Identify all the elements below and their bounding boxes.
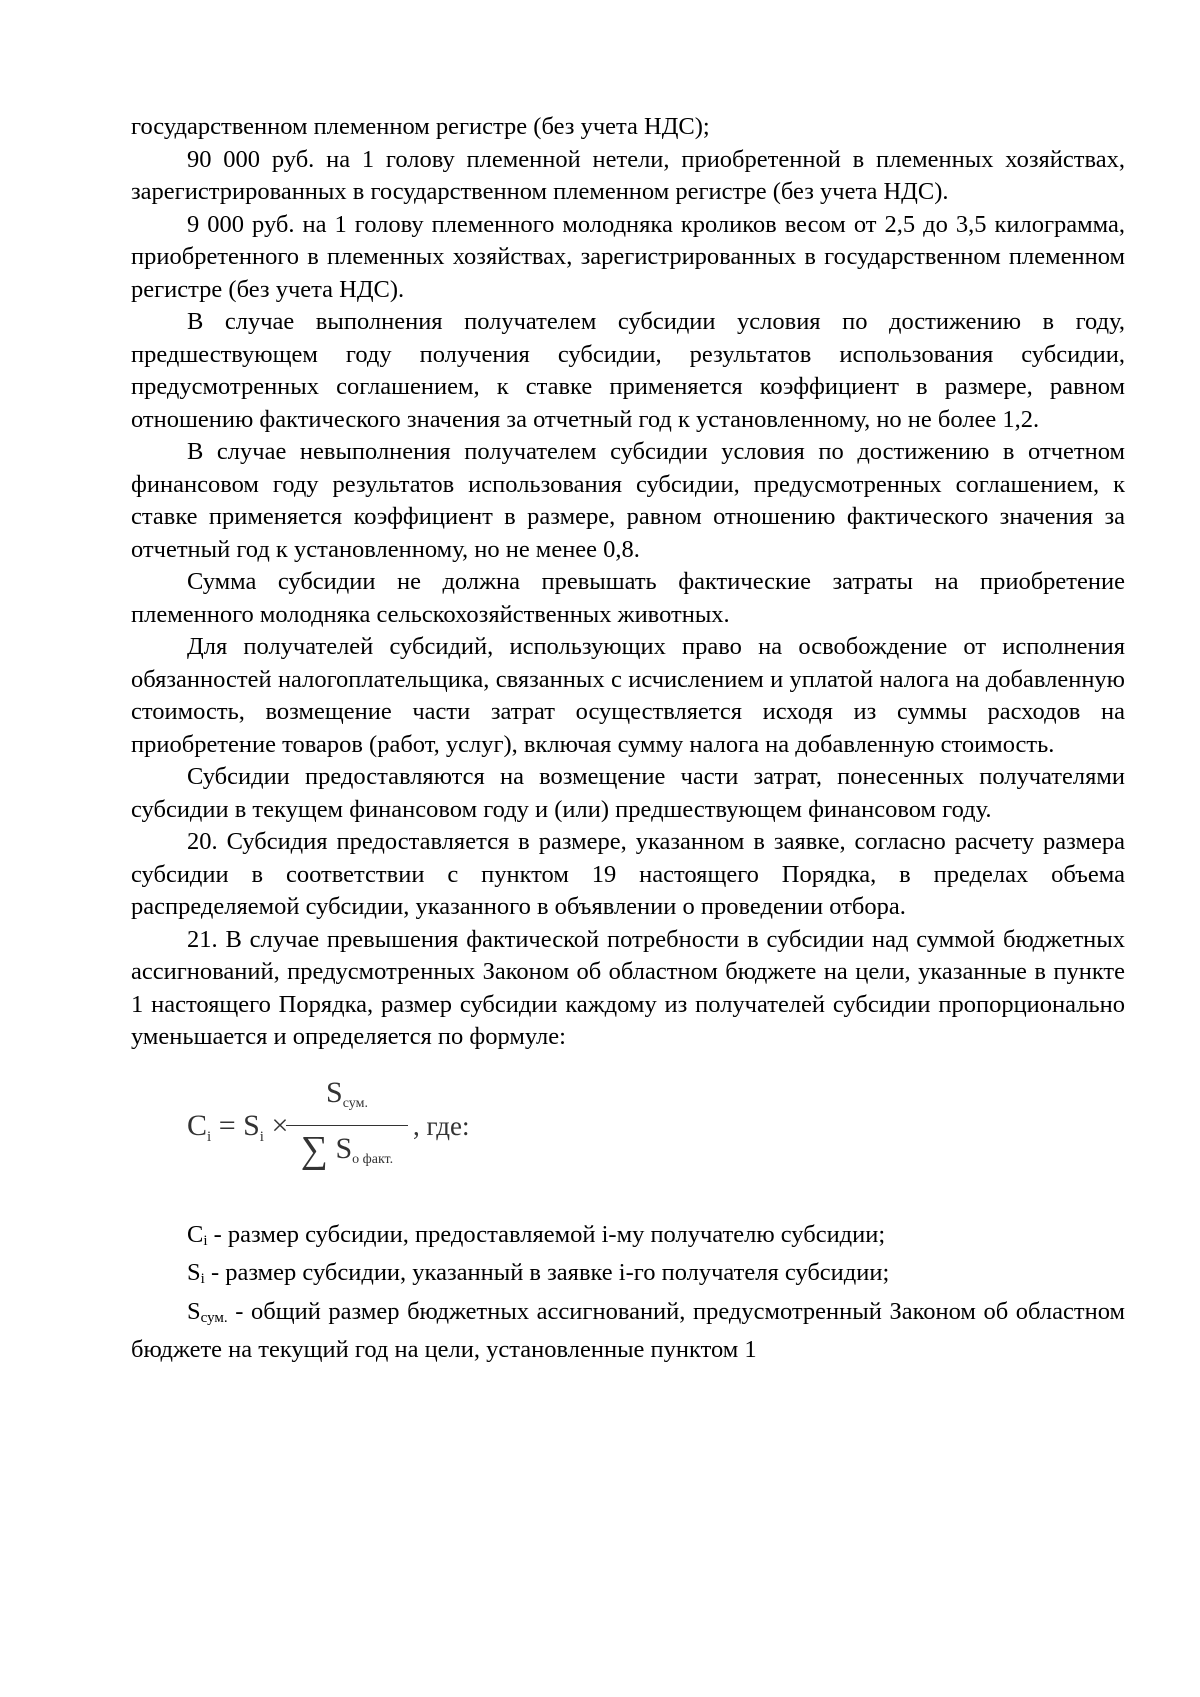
paragraph: Сумма субсидии не должна превышать фактические затраты на приобретение племенного молодняка сельскохозяйственных животных. (131, 568, 1125, 628)
formula-equals: = (218, 1108, 236, 1142)
def-symbol: S (187, 1259, 201, 1286)
formula-s: S (243, 1108, 260, 1142)
formula-numerator (286, 1076, 408, 1121)
paragraph: 90 000 руб. на 1 голову племенной нетели, приобретенной в племенных хозяйствах, зарегистрированных в государственном племенном регистре (без учета НДС). (131, 145, 1125, 205)
formula-fraction (286, 1076, 408, 1177)
def-symbol-sub: сум. (200, 1309, 228, 1326)
formula-c-sub: i (207, 1128, 212, 1145)
paragraph: 20. Субсидия предоставляется в размере, указанном в заявке, согласно расчету размера субсидии в соответствии с пунктом 19 настоящего Порядка, в пределах объема распределяемой субсидии, указанного в объявлении о проведении отбора. (131, 828, 1125, 920)
definition-ci (131, 1219, 1125, 1258)
def-text: - размер субсидии, указанный в заявке i-го получателя субсидии; (204, 1259, 890, 1286)
def-symbol: S (187, 1297, 201, 1325)
paragraph: Для получателей субсидий, использующих право на освобождение от исполнения обязанностей налогоплательщика, связанных с исчислением и уплатой налога на добавленную стоимость, возмещение части затрат осуществляется исходя из суммы расходов на приобретение товаров (работ, услуг), включая сумму налога на добавленную стоимость. (131, 633, 1125, 758)
formula-num-sub: сум. (342, 1095, 368, 1111)
formula-s-sub: i (259, 1128, 264, 1145)
paragraph: 21. В случае превышения фактической потребности в субсидии над суммой бюджетных ассигнований, предусмотренных Законом об областном бюджете на цели, указанные в пункте 1 настоящего Порядка, размер субсидии каждому из получателей субсидии пропорционально уменьшается и определяется по формуле: (131, 925, 1125, 1050)
def-symbol-sub: i (200, 1271, 205, 1287)
def-text: - общий размер бюджетных ассигнований, предусмотренный Законом об областном бюджете на текущий год на цели, установленные пунктом 1 (131, 1297, 1125, 1363)
paragraph: 9 000 руб. на 1 голову племенного молодняка кроликов весом от 2,5 до 3,5 килограмма, приобретенного в племенных хозяйствах, зарегистрированных в государственном племенном регистре (без учета НДС). (131, 210, 1125, 303)
formula-sum-symbol: ∑ (300, 1128, 328, 1171)
formula-times: × (271, 1108, 289, 1142)
definition-ssum (131, 1296, 1125, 1367)
formula-denominator (286, 1128, 408, 1177)
formula-den-sub: о факт. (352, 1151, 394, 1167)
formula-left-side (187, 1109, 288, 1154)
formula-fraction-bar (286, 1125, 408, 1126)
subsidy-formula (131, 1076, 1125, 1196)
def-symbol-sub: i (203, 1232, 208, 1249)
paragraph: В случае невыполнения получателем субсидии условия по достижению в отчетном финансовом году результатов использования субсидии, предусмотренных соглашением, к ставке применяется коэффициент в размере, равном отношению фактического значения за отчетный год к установленному, но не менее 0,8. (131, 438, 1125, 563)
paragraph: Субсидии предоставляются на возмещение части затрат, понесенных получателями субсидии в текущем финансовом году и (или) предшествующем финансовом году. (131, 763, 1125, 823)
definition-si (131, 1257, 1125, 1296)
def-text: - размер субсидии, предоставляемой i-му получателю субсидии; (207, 1220, 886, 1248)
formula-den-s: S (335, 1131, 353, 1165)
paragraph: государственном племенном регистре (без учета НДС); (131, 113, 710, 140)
formula-c: C (187, 1108, 208, 1142)
formula-num-s: S (326, 1075, 343, 1109)
paragraph: В случае выполнения получателем субсидии условия по достижению в году, предшествующем году получения субсидии, результатов использования субсидии, предусмотренных соглашением, к ставке применяется коэффициент в размере, равном отношению фактического значения за отчетный год к установленному, но не более 1,2. (131, 308, 1125, 433)
formula-tail: , где: (413, 1110, 470, 1141)
def-symbol: C (187, 1220, 204, 1248)
